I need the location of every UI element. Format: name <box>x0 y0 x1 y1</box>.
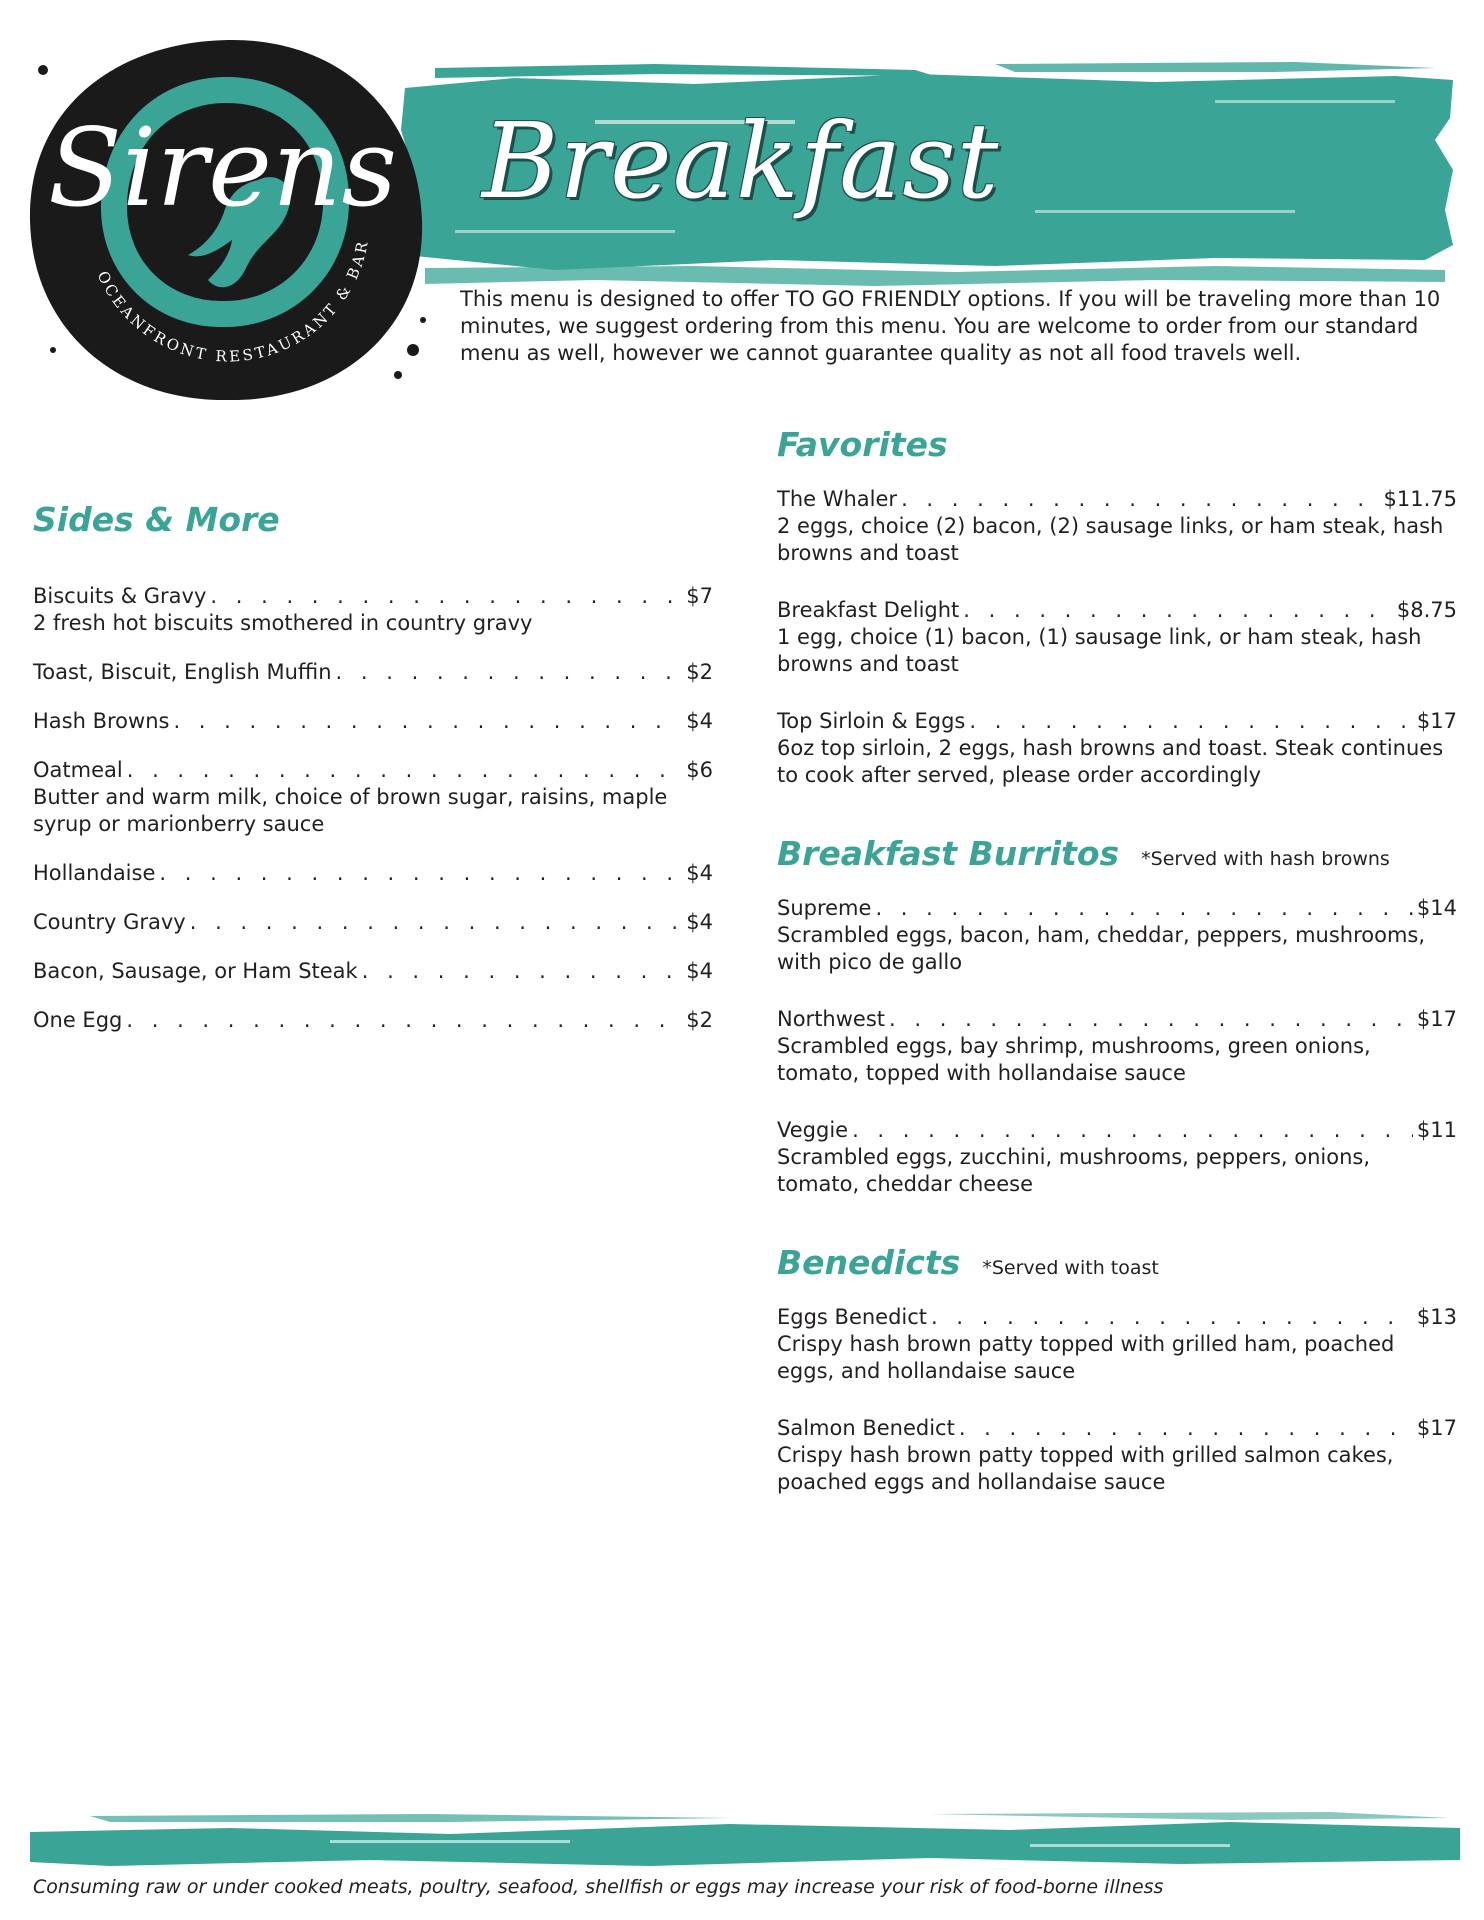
dot-leader <box>336 659 683 686</box>
section-burritos <box>777 834 1457 1198</box>
menu-item-description: 2 fresh hot biscuits smothered in country gravy <box>33 611 533 635</box>
dot-leader <box>889 1006 1413 1033</box>
menu-item-price: $4 <box>686 861 713 885</box>
section-favorites <box>777 425 1457 789</box>
menu-item-name: Veggie <box>777 1118 849 1142</box>
menu-item-name: Oatmeal <box>33 758 123 782</box>
menu-item-line <box>33 583 713 610</box>
section-heading: Breakfast Burritos *Served with hash browns <box>777 834 1390 873</box>
menu-item-price: $17 <box>1416 1416 1457 1440</box>
menu-item-description: 6oz top sirloin, 2 eggs, hash browns and toast. Steak continues to cook after served, please order accordingly <box>777 736 1444 787</box>
menu-item-line <box>777 1415 1457 1442</box>
intro-paragraph: This menu is designed to offer TO GO FRIENDLY options. If you will be traveling more than 10 minutes, we suggest ordering from this menu. You are welcome to order from our standard menu as well, however we cannot guarantee quality as not all food travels well. <box>460 287 1441 365</box>
menu-item-price: $17 <box>1416 1007 1457 1031</box>
section-note: *Served with hash browns <box>1141 848 1390 870</box>
dot-leader <box>963 597 1393 624</box>
menu-item-description: 2 eggs, choice (2) bacon, (2) sausage links, or ham steak, hash browns and toast <box>777 514 1444 565</box>
dot-leader <box>173 708 682 735</box>
section-benedicts <box>777 1243 1457 1496</box>
menu-item-line <box>777 895 1457 922</box>
menu-item-name: The Whaler <box>777 487 898 511</box>
menu-item <box>33 708 713 735</box>
menu-item-description: Scrambled eggs, bay shrimp, mushrooms, green onions, tomato, topped with hollandaise sauce <box>777 1034 1371 1085</box>
menu-item-price: $11.75 <box>1383 487 1457 511</box>
menu-item-name: Northwest <box>777 1007 886 1031</box>
menu-item-description: Butter and warm milk, choice of brown sugar, raisins, maple syrup or marionberry sauce <box>33 785 668 836</box>
sirens-logo <box>18 30 438 410</box>
section-heading: Sides & More <box>33 500 280 539</box>
menu-item-line <box>777 1117 1457 1144</box>
food-safety-disclaimer: Consuming raw or under cooked meats, poultry, seafood, shellfish or eggs may increase your risk of food-borne illness <box>33 1876 1164 1898</box>
logo-ring-text: OCEANFRONT RESTAURANT & BAR <box>93 237 373 366</box>
dot-leader <box>126 1007 682 1034</box>
menu-item-price: $14 <box>1416 896 1457 920</box>
menu-item <box>33 909 713 936</box>
menu-item-price: $17 <box>1416 709 1457 733</box>
menu-item <box>33 860 713 887</box>
dot-leader <box>875 895 1412 922</box>
footer-brush-band <box>30 1810 1460 1870</box>
menu-item-name: Biscuits & Gravy <box>33 584 207 608</box>
menu-item-name: Salmon Benedict <box>777 1416 955 1440</box>
menu-item-line <box>33 860 713 887</box>
menu-item-price: $4 <box>686 709 713 733</box>
menu-item-name: Top Sirloin & Eggs <box>777 709 966 733</box>
menu-item-line <box>777 1304 1457 1331</box>
menu-item-line <box>33 958 713 985</box>
menu-item <box>777 1006 1457 1087</box>
dot-leader <box>159 860 682 887</box>
menu-item-price: $2 <box>686 1008 713 1032</box>
menu-item-price: $7 <box>686 584 713 608</box>
menu-item-price: $4 <box>686 959 713 983</box>
menu-item-price: $11 <box>1416 1118 1457 1142</box>
section-heading: Favorites <box>777 425 948 464</box>
menu-item-description: Scrambled eggs, zucchini, mushrooms, peppers, onions, tomato, cheddar cheese <box>777 1145 1371 1196</box>
menu-item-description: Crispy hash brown patty topped with grilled salmon cakes, poached eggs and hollandaise sauce <box>777 1443 1394 1494</box>
menu-item-description: Scrambled eggs, bacon, ham, cheddar, peppers, mushrooms, with pico de gallo <box>777 923 1426 974</box>
menu-item <box>777 1415 1457 1496</box>
section-heading: Benedicts *Served with toast <box>777 1243 1159 1282</box>
menu-item <box>33 757 713 838</box>
menu-item-name: Hollandaise <box>33 861 156 885</box>
menu-title: Breakfast <box>482 100 1000 222</box>
menu-item <box>33 958 713 985</box>
menu-item-price: $2 <box>686 660 713 684</box>
menu-item-description: 1 egg, choice (1) bacon, (1) sausage link, or ham steak, hash browns and toast <box>777 625 1422 676</box>
menu-item-line <box>33 757 713 784</box>
dot-leader <box>969 708 1413 735</box>
menu-item <box>777 708 1457 789</box>
dot-leader <box>931 1304 1413 1331</box>
section-note: *Served with toast <box>982 1257 1159 1279</box>
menu-item <box>33 583 713 637</box>
menu-item <box>777 1117 1457 1198</box>
dot-leader <box>210 583 682 610</box>
menu-item-price: $6 <box>686 758 713 782</box>
dot-leader <box>190 909 683 936</box>
menu-item-line <box>33 708 713 735</box>
menu-item-line <box>33 909 713 936</box>
menu-item-line <box>33 659 713 686</box>
dot-leader <box>362 958 683 985</box>
menu-item-line <box>777 486 1457 513</box>
menu-item <box>777 597 1457 678</box>
logo-wordmark: Sirens <box>48 106 398 231</box>
menu-item-name: One Egg <box>33 1008 123 1032</box>
menu-item <box>777 1304 1457 1385</box>
menu-item-name: Bacon, Sausage, or Ham Steak <box>33 959 358 983</box>
menu-item-line <box>777 708 1457 735</box>
menu-item-name: Supreme <box>777 896 872 920</box>
dot-leader <box>852 1117 1413 1144</box>
menu-item <box>33 659 713 686</box>
menu-item-name: Hash Browns <box>33 709 170 733</box>
menu-item-price: $13 <box>1416 1305 1457 1329</box>
menu-item-line <box>33 1007 713 1034</box>
dot-leader <box>901 486 1379 513</box>
menu-item <box>777 486 1457 567</box>
menu-item-name: Toast, Biscuit, English Muffin <box>33 660 332 684</box>
menu-item-description: Crispy hash brown patty topped with grilled ham, poached eggs, and hollandaise sauce <box>777 1332 1395 1383</box>
menu-item-price: $4 <box>686 910 713 934</box>
menu-item-line <box>777 1006 1457 1033</box>
menu-item-name: Eggs Benedict <box>777 1305 928 1329</box>
menu-item <box>33 1007 713 1034</box>
dot-leader <box>959 1415 1413 1442</box>
section-sides <box>33 500 713 1034</box>
menu-item-price: $8.75 <box>1396 598 1457 622</box>
menu-item <box>777 895 1457 976</box>
menu-item-name: Breakfast Delight <box>777 598 960 622</box>
menu-item-name: Country Gravy <box>33 910 186 934</box>
dot-leader <box>127 757 683 784</box>
menu-item-line <box>777 597 1457 624</box>
